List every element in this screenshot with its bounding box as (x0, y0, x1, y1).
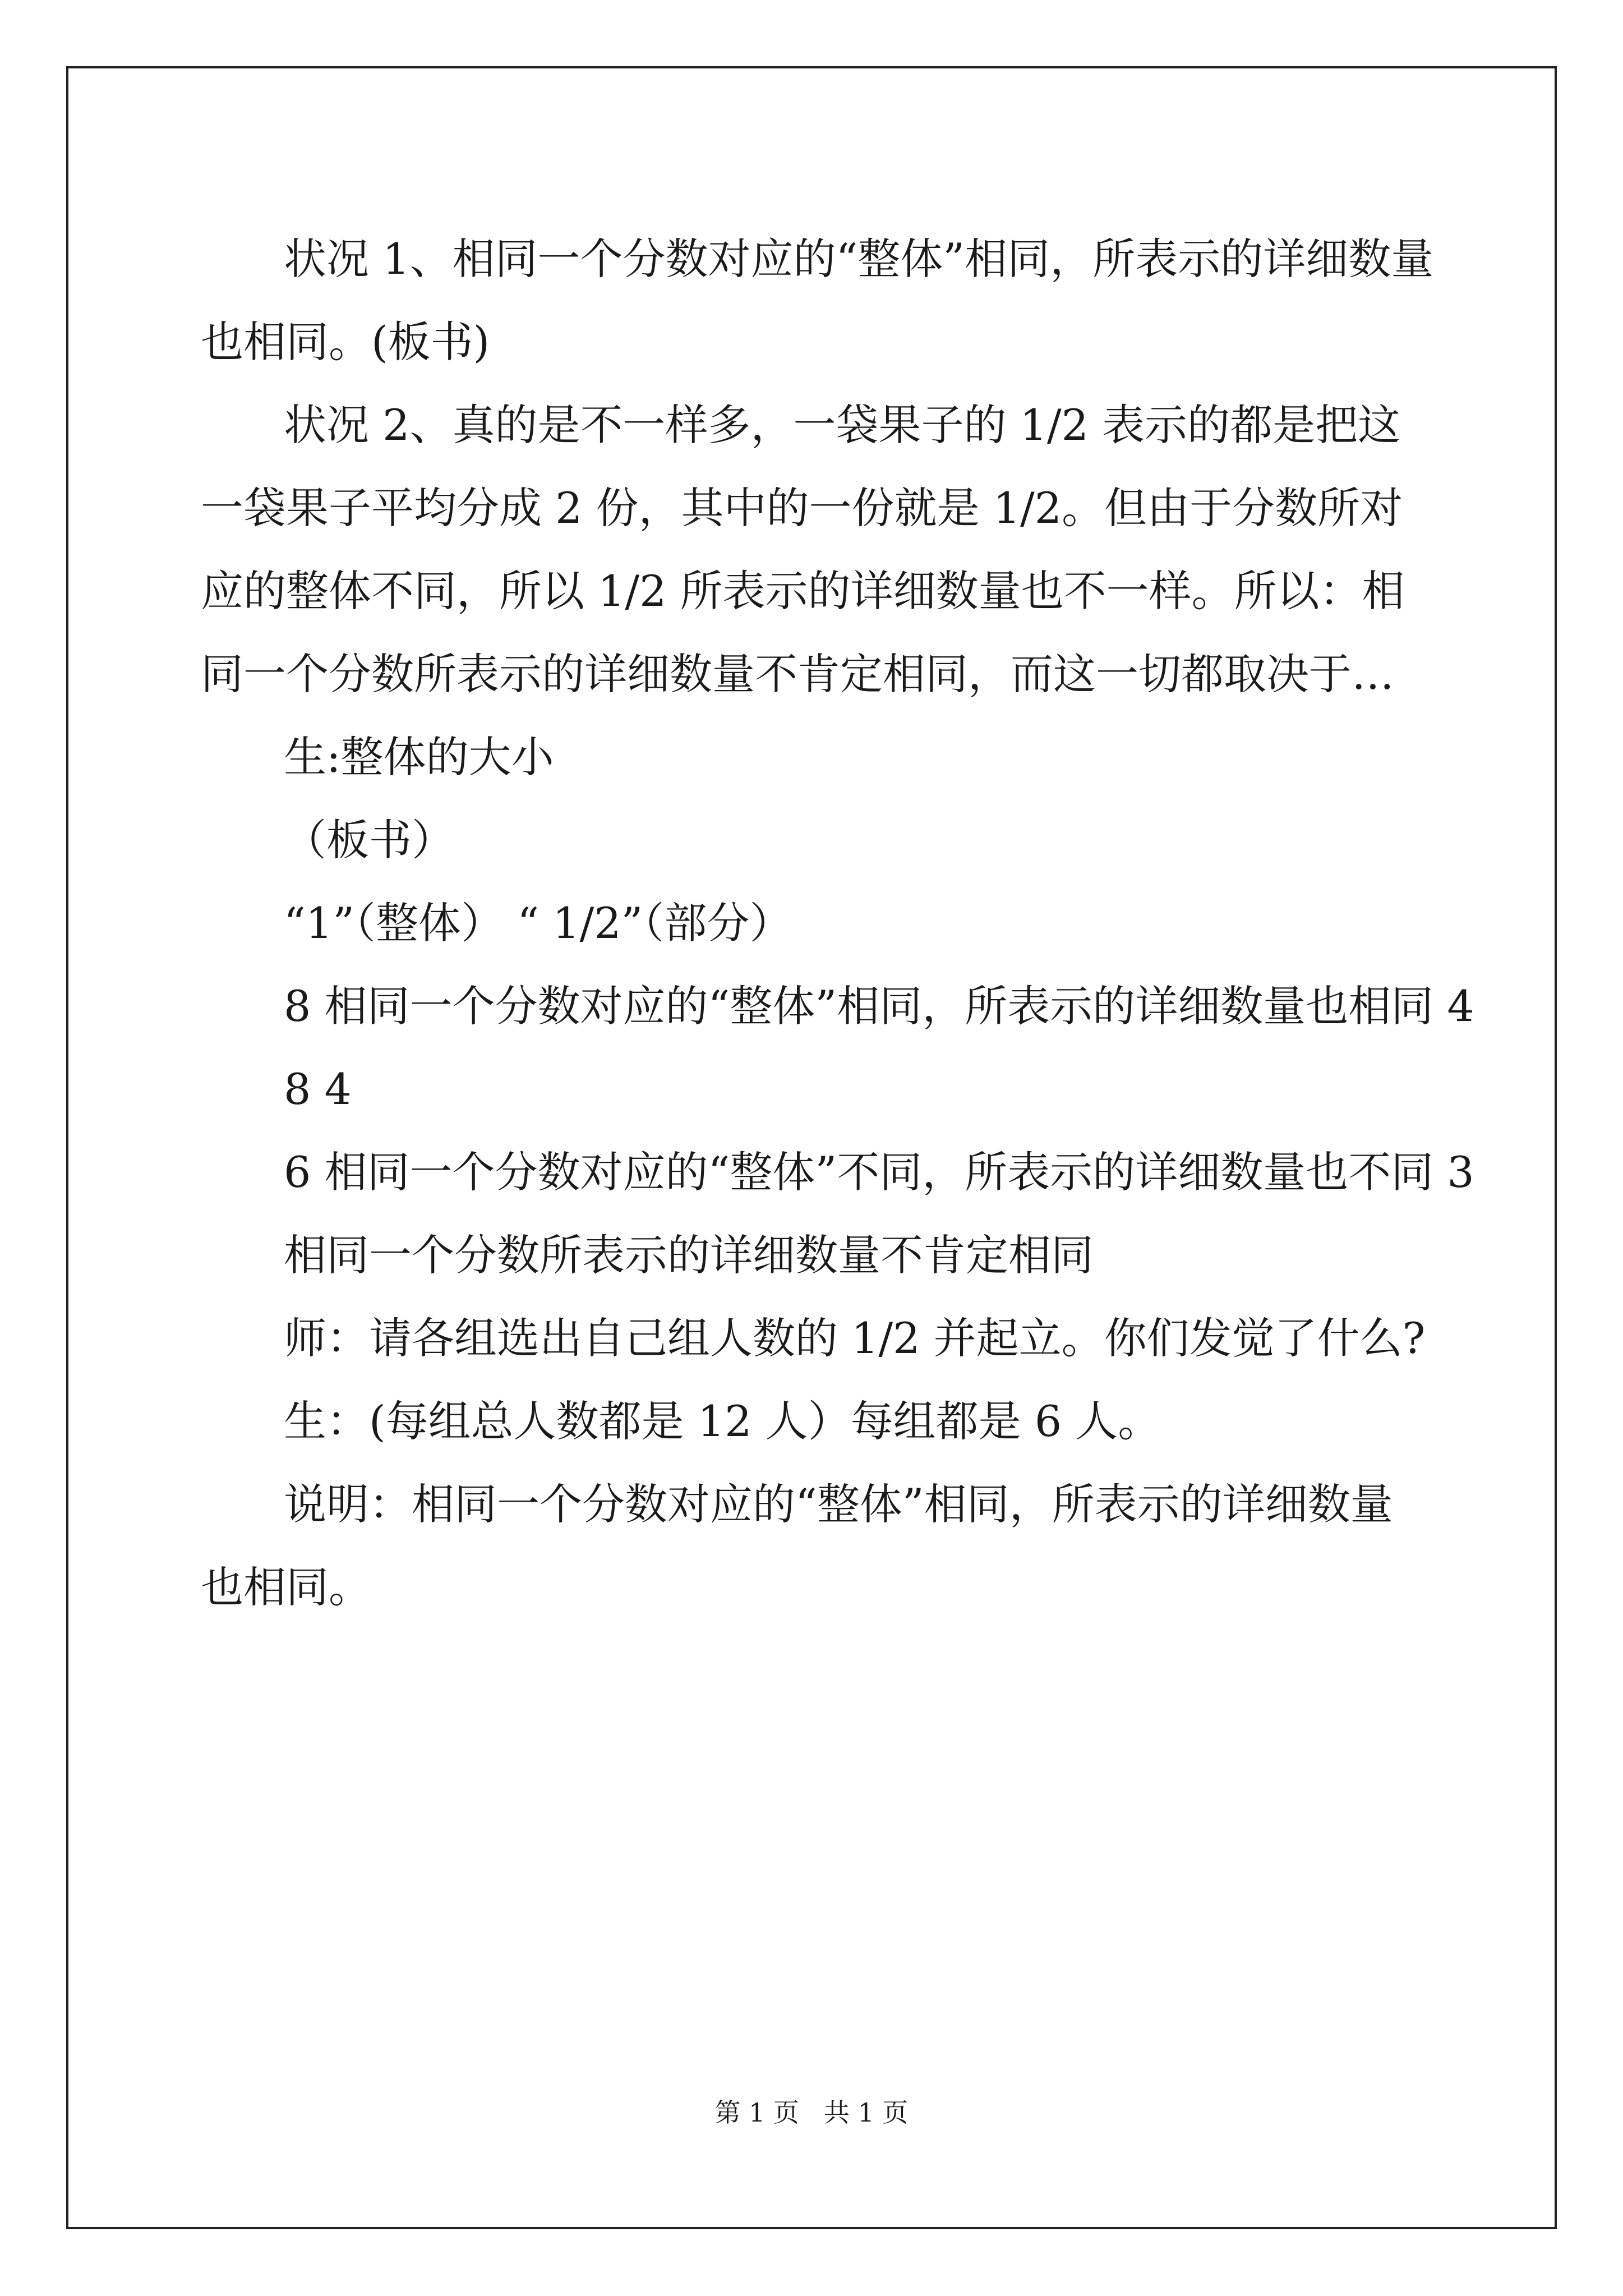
paragraph-teacher: 师：请各组选出自己组人数的 1/2 并起立。你们发觉了什么? (284, 1313, 1426, 1363)
paragraph-case-1: 状况 1、相同一个分数对应的“整体”相同，所表示的详细数量也相同。(板书) (201, 234, 1434, 367)
page-footer: 第 1 页 共 1 页 (714, 2097, 909, 2128)
paragraph-student: 生：(每组总人数都是 12 人）每组都是 6 人。 (284, 1396, 1161, 1446)
paragraph-row-6: 6 相同一个分数对应的“整体”不同，所表示的详细数量也不同 3 (284, 1147, 1474, 1197)
document-body (201, 218, 1474, 1629)
paragraph-board-note: （板书） (284, 815, 454, 865)
paragraph-explanation: 说明：相同一个分数对应的“整体”相同，所表示的详细数量也相同。 (201, 1479, 1393, 1612)
paragraph-whole-part: “1”（整体） “ 1/2”（部分） (284, 898, 792, 948)
paragraph-case-2: 状况 2、真的是不一样多，一袋果子的 1/2 表示的都是把这一袋果子平均分成 2 份，其中的一份就是 1/2。但由于分数所对应的整体不同，所以 1/2 所表示的详细数量也不一样。所以：相同一个分数所表示的详细数量不肯定相同，而这一切都取决于… (201, 400, 1405, 699)
paragraph-conclusion: 相同一个分数所表示的详细数量不肯定相同 (284, 1230, 1094, 1280)
paragraph-row-8: 8 相同一个分数对应的“整体”相同，所表示的详细数量也相同 4 (284, 981, 1474, 1031)
paragraph-student-answer: 生:整体的大小 (284, 732, 554, 782)
paragraph-row-8-4: 8 4 (284, 1064, 352, 1114)
